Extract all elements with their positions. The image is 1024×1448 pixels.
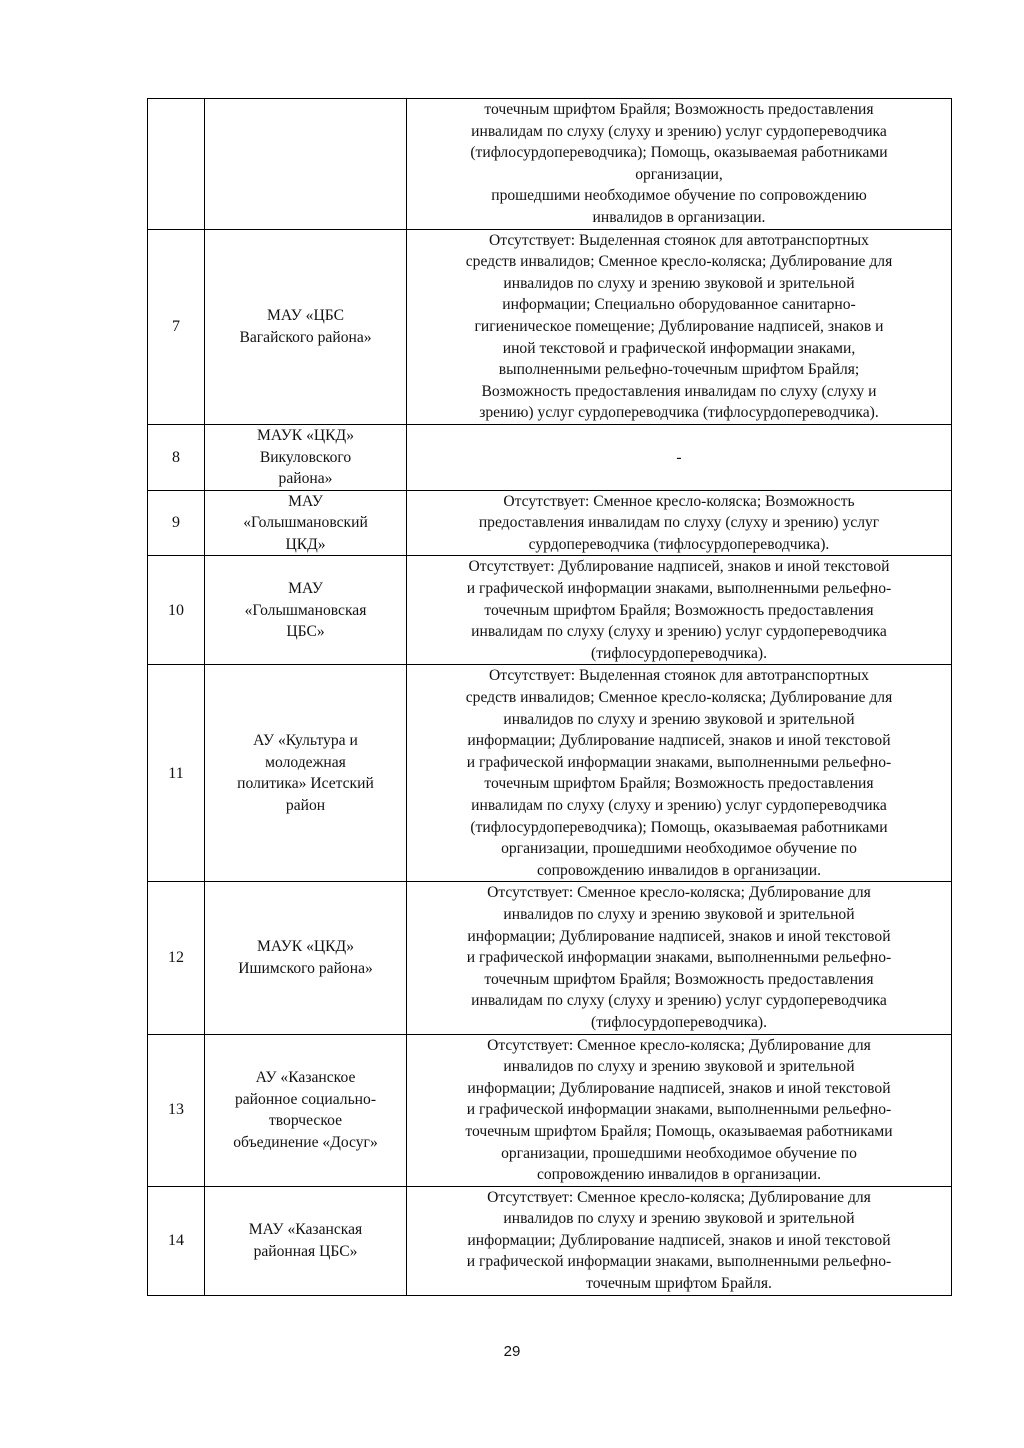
missing-facilities-line: организации, прошедшими необходимое обучение по (501, 1144, 857, 1162)
missing-facilities-line: иной текстовой и графической информации знаками, (502, 339, 856, 357)
organization-name-line: ЦКД» (285, 535, 326, 553)
missing-facilities-line: сопровождению инвалидов в организации. (536, 1166, 822, 1184)
missing-facilities-line: точечным шрифтом Брайля; Возможность предоставления (484, 775, 874, 793)
missing-facilities-line: информации; Дублирование надписей, знаков и иной текстовой (467, 1231, 891, 1249)
organization-name-line: Вагайского района» (239, 328, 372, 346)
missing-facilities-line: Отсутствует: Сменное кресло-коляска; Дублирование для (487, 884, 871, 902)
missing-facilities-line: инвалидам по слуху (слуху и зрению) услуг сурдопереводчика (471, 797, 887, 814)
organization-name-line: МАУ (288, 580, 323, 598)
organization-name-cell (205, 665, 407, 882)
missing-facilities-line: точечным шрифтом Брайля; Возможность предоставления (484, 601, 874, 619)
missing-facilities-line: Отсутствует: Сменное кресло-коляска; Возможность (503, 492, 855, 510)
missing-facilities-line: организации, (635, 165, 723, 183)
missing-facilities-line: точечным шрифтом Брайля. (586, 1275, 772, 1293)
organization-name-line: творческое (268, 1112, 343, 1130)
row-number-cell (148, 99, 205, 230)
missing-facilities-cell (407, 1034, 952, 1186)
missing-facilities-line: средств инвалидов; Сменное кресло-коляска; Дублирование для (465, 689, 893, 707)
table-row (148, 424, 952, 490)
missing-facilities-line: (тифлосурдопереводчика). (591, 644, 767, 662)
organization-name-line: районная ЦБС» (253, 1242, 358, 1260)
row-number-cell: 8 (148, 424, 205, 490)
organization-name-line: ЦБС» (286, 623, 325, 641)
missing-facilities-cell (407, 556, 952, 665)
missing-facilities-cell (407, 882, 952, 1034)
missing-facilities-line: информации; Дублирование надписей, знаков и иной текстовой (467, 1079, 891, 1097)
missing-facilities-line: гигиеническое помещение; Дублирование надписей, знаков и (474, 317, 884, 335)
table-row (148, 665, 952, 882)
missing-facilities-line: инвалидам по слуху (слуху и зрению) услуг сурдопереводчика (471, 122, 887, 140)
missing-facilities-line: точечным шрифтом Брайля; Возможность предоставления (484, 970, 874, 988)
organization-name-cell (205, 490, 407, 556)
missing-facilities-line: и графической информации знаками, выполненными рельефно- (466, 949, 892, 967)
missing-facilities-line: организации, прошедшими необходимое обучение по (501, 840, 857, 858)
missing-facilities-line: инвалидов по слуху и зрению звуковой и зрительной (503, 710, 855, 728)
missing-facilities-line: (тифлосурдопереводчика). (591, 1013, 767, 1031)
table-row (148, 490, 952, 556)
missing-facilities-line: Отсутствует: Выделенная стоянок для автотранспортных (489, 667, 869, 685)
organization-name-cell (205, 99, 407, 230)
missing-facilities-line: точечным шрифтом Брайля; Помощь, оказываемая работниками (465, 1122, 893, 1140)
table-row (148, 229, 952, 424)
organization-name-line: Ишимского района» (238, 959, 373, 977)
missing-facilities-cell (407, 490, 952, 556)
missing-facilities-line: предоставления инвалидам по слуху (слуху и зрению) услуг (478, 514, 880, 532)
missing-facilities-line: точечным шрифтом Брайля; Возможность предоставления (484, 101, 874, 118)
row-number-cell: 10 (148, 556, 205, 665)
missing-facilities-line: прошедшими необходимое обучение по сопровождению (491, 187, 867, 205)
organization-name-line: МАУ «Казанская (248, 1221, 363, 1239)
row-number-cell: 9 (148, 490, 205, 556)
missing-facilities-line: Отсутствует: Сменное кресло-коляска; Дублирование для (487, 1188, 871, 1206)
missing-facilities-line: Отсутствует: Выделенная стоянок для автотранспортных (489, 231, 869, 249)
organization-name-line: политика» Исетский (237, 775, 374, 793)
missing-facilities-cell (407, 665, 952, 882)
missing-facilities-cell (407, 229, 952, 424)
organization-name-cell (205, 1186, 407, 1295)
row-number-cell: 13 (148, 1034, 205, 1186)
missing-facilities-line: (тифлосурдопереводчика); Помощь, оказываемая работниками (470, 818, 888, 836)
accessibility-table (147, 98, 952, 1296)
missing-facilities-cell (407, 424, 952, 490)
missing-facilities-line: инвалидов по слуху и зрению звуковой и зрительной (503, 905, 855, 923)
missing-facilities-line: сурдопереводчика (тифлосурдопереводчика). (528, 535, 830, 553)
row-number-cell: 7 (148, 229, 205, 424)
row-number-cell: 12 (148, 882, 205, 1034)
organization-name-line: Викуловского (259, 448, 352, 466)
table-row (148, 882, 952, 1034)
organization-name-cell (205, 1034, 407, 1186)
organization-name-cell (205, 556, 407, 665)
missing-facilities-line: инвалидов по слуху и зрению звуковой и зрительной (503, 1058, 855, 1076)
missing-facilities-line: (тифлосурдопереводчика); Помощь, оказываемая работниками (470, 144, 888, 162)
missing-facilities-cell (407, 99, 952, 230)
missing-facilities-line: инвалидам по слуху (слуху и зрению) услуг сурдопереводчика (471, 992, 887, 1010)
organization-name-line: МАУ «ЦБС (266, 307, 344, 325)
organization-name-line: МАУК «ЦКД» (257, 426, 354, 444)
missing-facilities-line: информации; Специально оборудованное санитарно- (502, 296, 856, 314)
table-row (148, 99, 952, 230)
table-row (148, 556, 952, 665)
missing-facilities-line: средств инвалидов; Сменное кресло-коляска; Дублирование для (465, 253, 893, 271)
missing-facilities-line: и графической информации знаками, выполненными рельефно- (466, 753, 892, 771)
organization-name-line: МАУ (288, 492, 323, 510)
organization-name-line: объединение «Досуг» (233, 1133, 378, 1151)
table-row (148, 1186, 952, 1295)
missing-facilities-line: инвалидам по слуху (слуху и зрению) услуг сурдопереводчика (471, 623, 887, 641)
missing-facilities-line: информации; Дублирование надписей, знаков и иной текстовой (467, 732, 891, 750)
missing-facilities-line: зрению) услуг сурдопереводчика (тифлосурдопереводчика). (479, 404, 879, 422)
organization-name-cell (205, 229, 407, 424)
missing-facilities-line: и графической информации знаками, выполненными рельефно- (466, 580, 892, 598)
missing-facilities-line: и графической информации знаками, выполненными рельефно- (466, 1101, 892, 1119)
missing-facilities-line: Отсутствует: Дублирование надписей, знаков и иной текстовой (468, 558, 890, 576)
organization-name-line: района» (278, 470, 333, 488)
table-body (148, 99, 952, 1296)
missing-facilities-line: сопровождению инвалидов в организации. (536, 861, 822, 879)
row-number-cell: 11 (148, 665, 205, 882)
row-number-cell: 14 (148, 1186, 205, 1295)
table-row (148, 1034, 952, 1186)
missing-facilities-line: выполненными рельефно-точечным шрифтом Брайля; (498, 361, 860, 379)
missing-facilities-line: инвалидов по слуху и зрению звуковой и зрительной (503, 1210, 855, 1228)
missing-facilities-line: Отсутствует: Сменное кресло-коляска; Дублирование для (487, 1036, 871, 1054)
organization-name-line: «Голышмановская (244, 601, 367, 619)
missing-facilities-cell (407, 1186, 952, 1295)
missing-facilities-line: информации; Дублирование надписей, знаков и иной текстовой (467, 927, 891, 945)
organization-name-line: МАУК «ЦКД» (257, 938, 354, 956)
missing-facilities-line: - (676, 448, 682, 466)
missing-facilities-line: инвалидов по слуху и зрению звуковой и зрительной (503, 274, 855, 292)
organization-name-cell (205, 424, 407, 490)
organization-name-cell (205, 882, 407, 1034)
missing-facilities-line: инвалидов в организации. (592, 208, 766, 226)
organization-name-line: молодежная (265, 753, 346, 771)
organization-name-line: АУ «Культура и (253, 732, 358, 750)
organization-name-line: «Голышмановский (243, 514, 368, 532)
organization-name-line: АУ «Казанское (255, 1068, 356, 1086)
page-number: 29 (503, 1343, 521, 1360)
organization-name-line: район (285, 797, 326, 814)
missing-facilities-line: и графической информации знаками, выполненными рельефно- (466, 1253, 892, 1271)
organization-name-line: районное социально- (234, 1090, 377, 1108)
missing-facilities-line: Возможность предоставления инвалидам по слуху (слуху и (481, 382, 877, 400)
